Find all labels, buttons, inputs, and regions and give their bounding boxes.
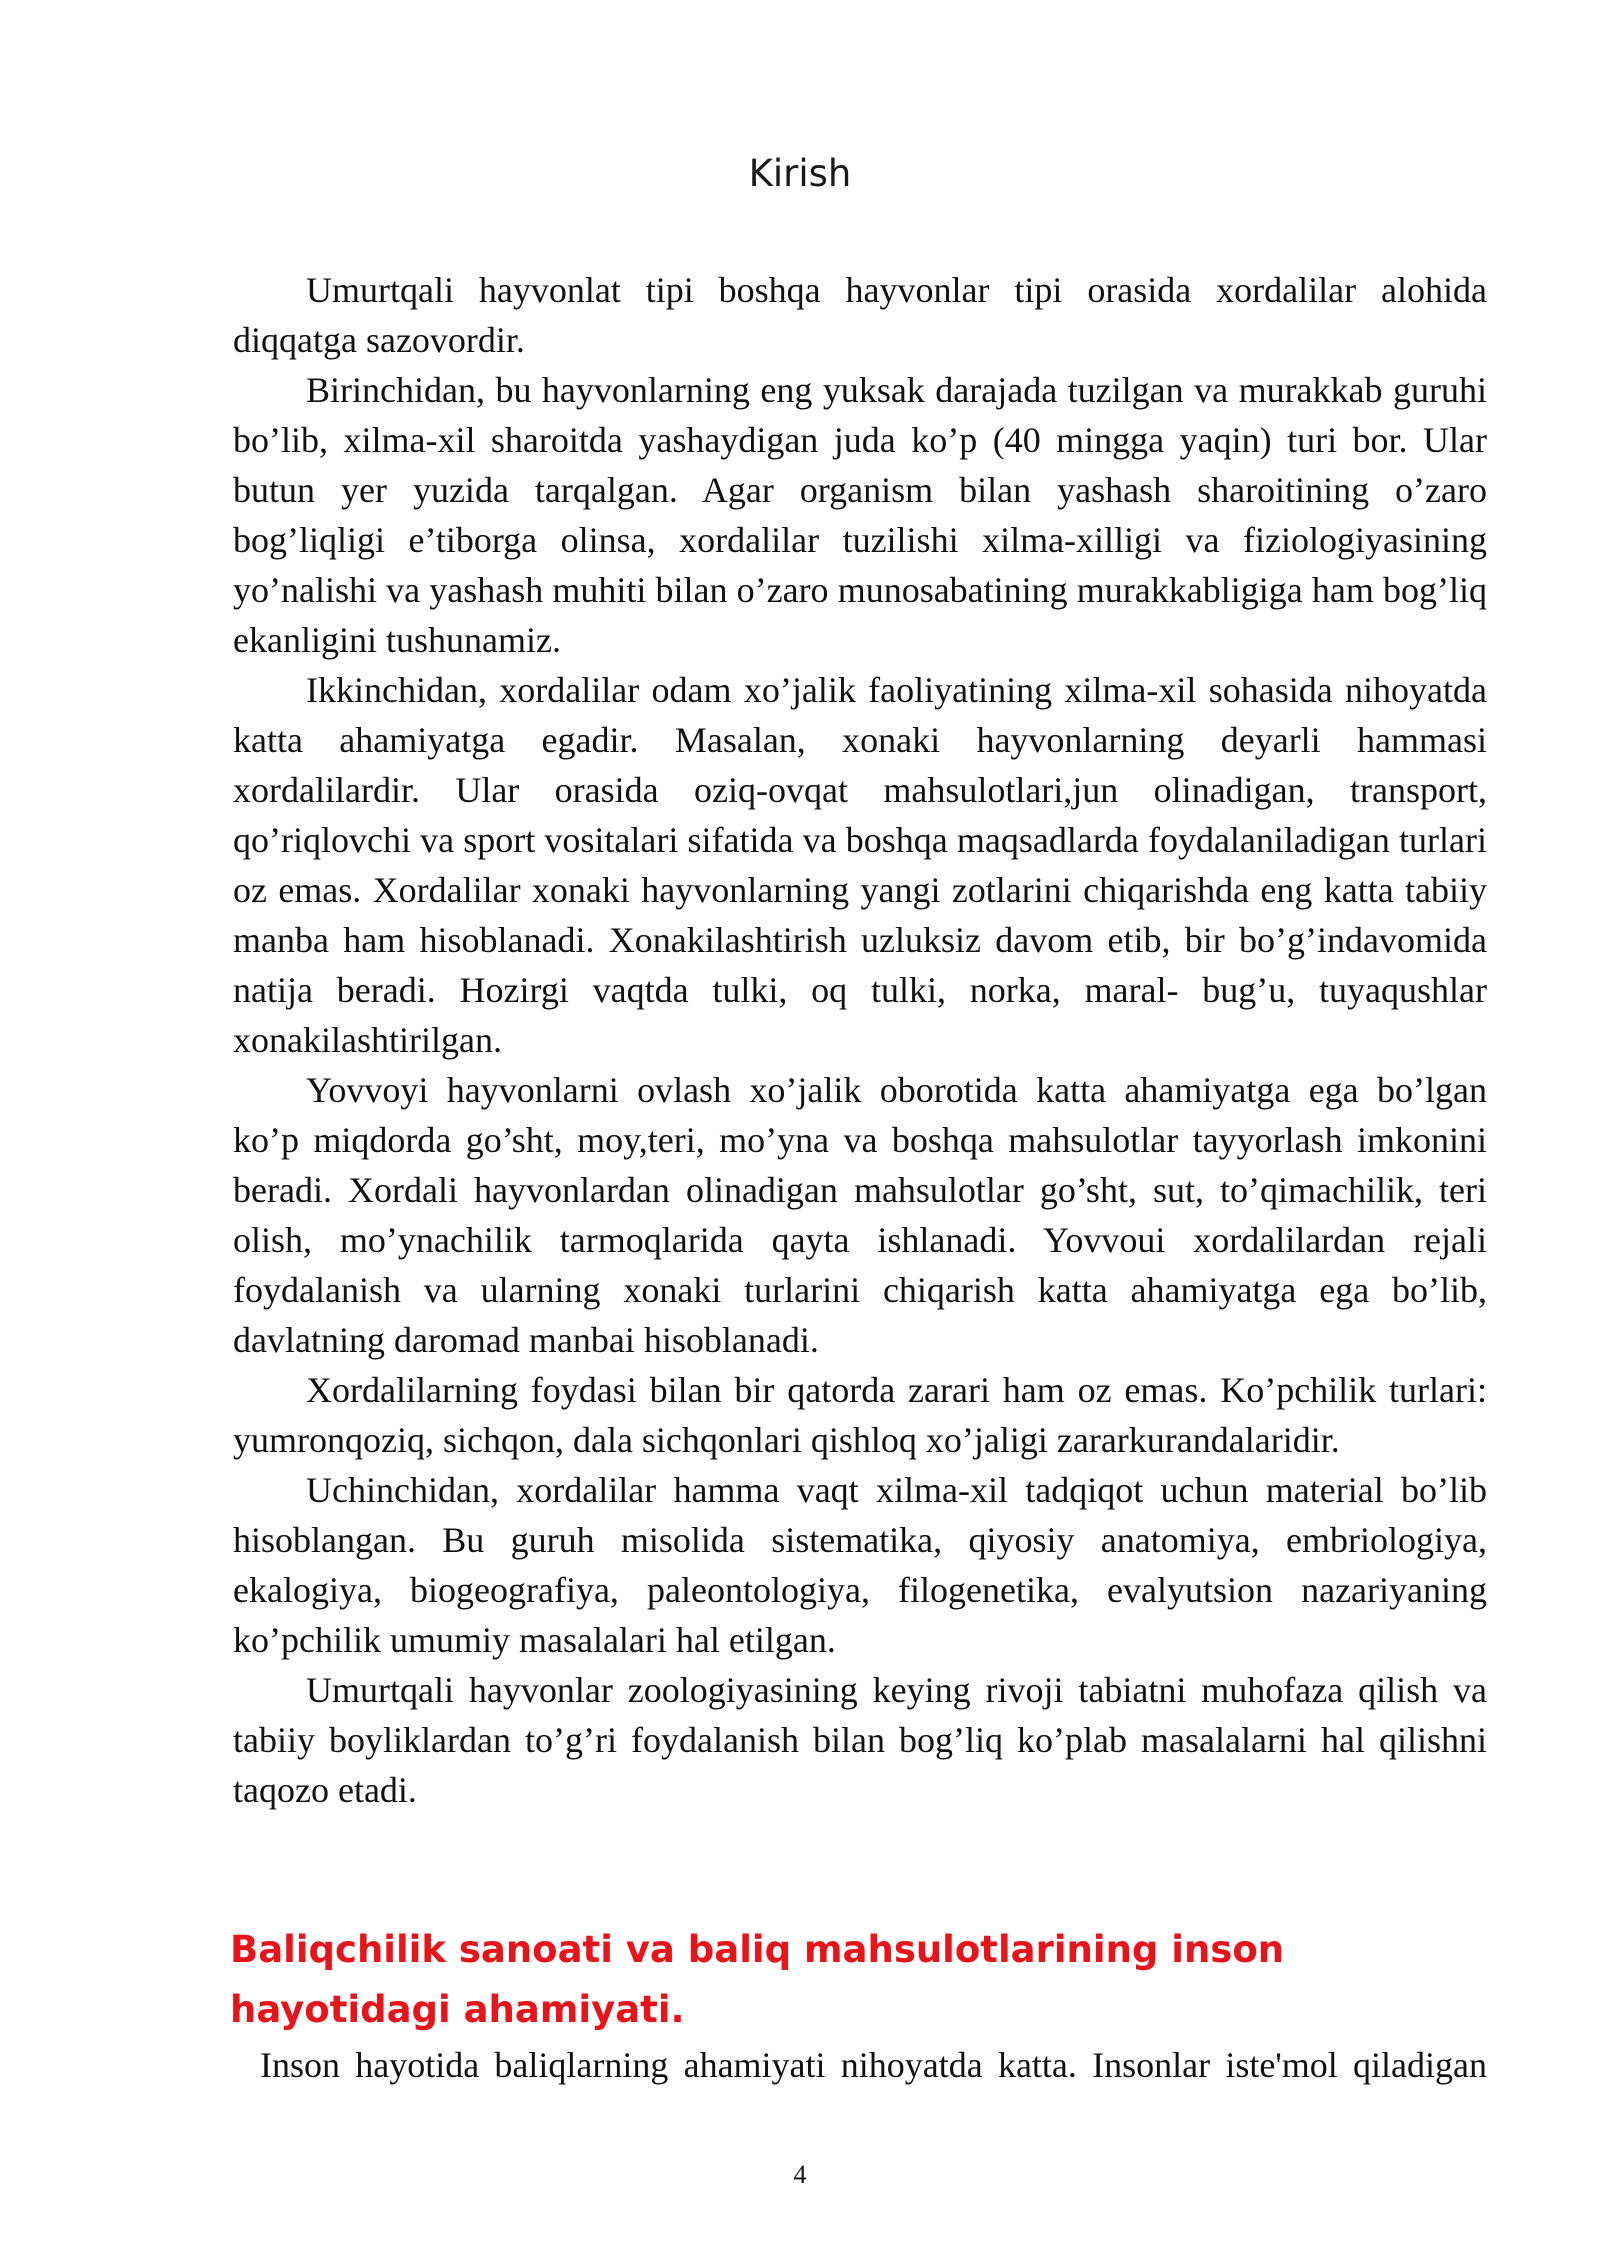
paragraph: Yovvoyi hayvonlarni ovlash xo’jalik oborotida katta ahamiyatga ega bo’lgan ko’p miqdorda go’sht, moy,teri, mo’yna va boshqa mahsulotlar tayyorlash imkonini beradi. Xordali hayvonlardan olinadigan mahsulotlar go’sht, sut, to’qimachilik, teri olish, mo’ynachilik tarmoqlarida qayta ishlanadi. Yovvoui xordalilardan rejali foydalanish va ularning xonaki turlarini chiqarish katta ahamiyatga ega bo’lib, davlatning daromad manbai hisoblanadi. [233,1070,1487,1360]
paragraph: Uchinchidan, xordalilar hamma vaqt xilma-xil tadqiqot uchun material bo’lib hisoblangan. Bu guruh misolida sistematika, qiyosiy anatomiya, embriologiya, ekalogiya, biogeografiya, paleontologiya, filogenetika, evalyutsion nazariyaning ko’pchilik umumiy masalalari hal etilgan. [233,1470,1487,1660]
paragraph: Umurtqali hayvonlar zoologiyasining keying rivoji tabiatni muhofaza qilish va tabiiy boyliklardan to’g’ri foydalanish bilan bog’liq ko’plab masalalarni hal qilishni taqozo etadi. [233,1670,1487,1810]
body-text [233,265,1487,1815]
paragraph: Ikkinchidan, xordalilar odam xo’jalik faoliyatining xilma-xil sohasida nihoyatda katta ahamiyatga egadir. Masalan, xonaki hayvonlarning deyarli hammasi xordalilardir. Ular orasida oziq-ovqat mahsulotlari,jun olinadigan, transport, qo’riqlovchi va sport vositalari sifatida va boshqa maqsadlarda foydalaniladigan turlari oz emas. Xordalilar xonaki hayvonlarning yangi zotlarini chiqarishda eng katta tabiiy manba ham hisoblanadi. Xonakilashtirish uzluksiz davom etib, bir bo’g’indavomida natija beradi. Hozirgi vaqtda tulki, oq tulki, norka, maral- bug’u, tuyaqushlar xonakilashtirilgan. [233,670,1487,1060]
paragraph: Umurtqali hayvonlat tipi boshqa hayvonlar tipi orasida xordalilar alohida diqqatga sazovordir. [233,270,1487,360]
page-number: 4 [793,2160,807,2189]
section-heading: Baliqchilik sanoati va baliq mahsulotlarining inson hayotidagi ahamiyati. [230,1928,1285,2031]
page-title: Kirish [748,152,852,195]
paragraph: Birinchidan, bu hayvonlarning eng yuksak darajada tuzilgan va murakkab guruhi bo’lib, xilma-xil sharoitda yashaydigan juda ko’p (40 mingga yaqin) turi bor. Ular butun yer yuzida tarqalgan. Agar organism bilan yashash sharoitining o’zaro bog’liqligi e’tiborga olinsa, xordalilar tuzilishi xilma-xilligi va fiziologiyasining yo’nalishi va yashash muhiti bilan o’zaro munosabatining murakkabligiga ham bog’liq ekanligini tushunamiz. [233,370,1487,660]
paragraph: Xordalilarning foydasi bilan bir qatorda zarari ham oz emas. Ko’pchilik turlari: yumronqoziq, sichqon, dala sichqonlari qishloq xo’jaligi zararkurandalaridir. [233,1370,1487,1460]
section-first-line: Inson hayotida baliqlarning ahamiyati nihoyatda katta. Insonlar iste'mol qiladigan [260,2045,1487,2085]
